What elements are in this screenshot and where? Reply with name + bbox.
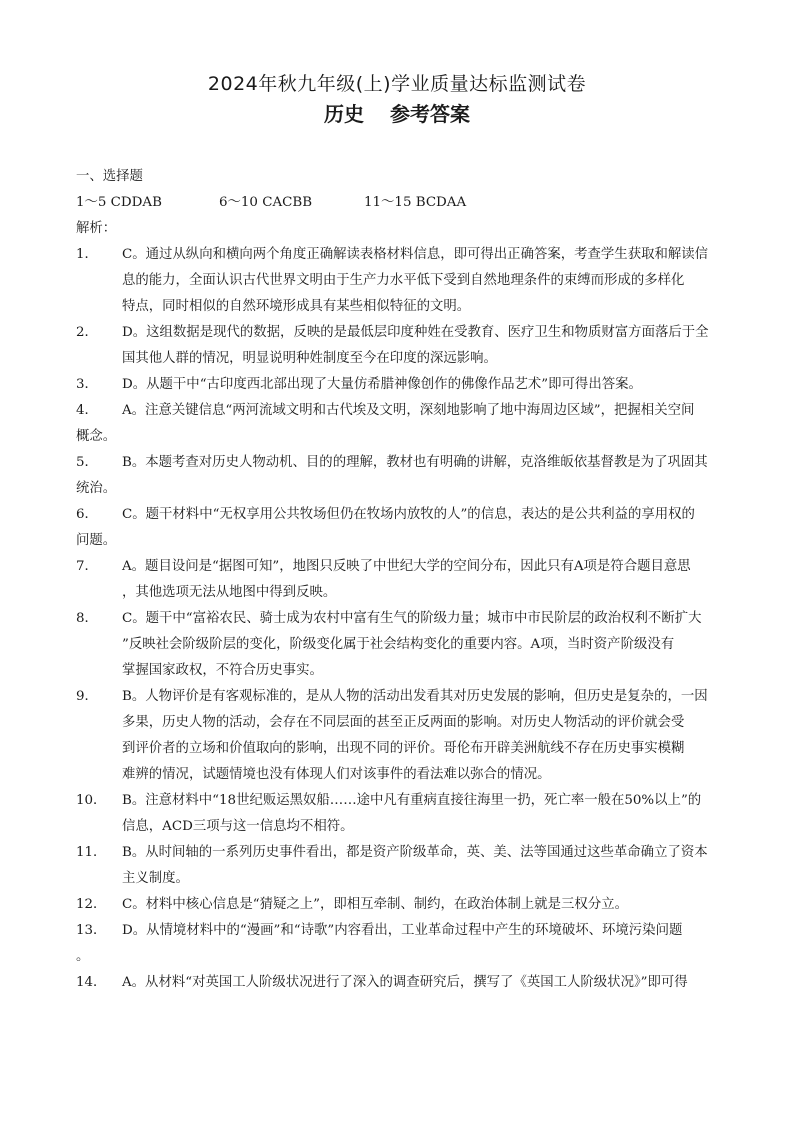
section-heading: 一、选择题 bbox=[76, 169, 143, 184]
item-text-line: B。从时间轴的一系列历史事件看出，都是资产阶级革命，英、美、法等国通过这些革命确立了资本 bbox=[122, 845, 708, 860]
item-text-line: C。通过从纵向和横向两个角度正确解读表格材料信息，即可得出正确答案，考查学生获取和解读信 bbox=[122, 247, 709, 262]
analysis-list bbox=[76, 242, 726, 996]
item-number: 10． bbox=[76, 793, 107, 808]
answer-group-1: 1～5 CDDAB bbox=[76, 195, 162, 210]
answer-label: 参考答案 bbox=[390, 102, 470, 126]
item-text-line: 特点，同时相似的自然环境形成具有某些相似特征的文明。 bbox=[122, 299, 471, 314]
item-text-tail: 问题。 bbox=[76, 533, 117, 548]
item-text-line: 主义制度。 bbox=[122, 871, 189, 886]
item-text-line: A。题目设问是“据图可知”，地图只反映了中世纪大学的空间分布，因此只有A项是符合题目意思 bbox=[122, 559, 691, 574]
item-text-line: 难辨的情况，试题情境也没有体现人们对该事件的看法难以弥合的情况。 bbox=[122, 767, 551, 782]
item-text-line: C。题干中“富裕农民、骑士成为农村中富有生气的阶级力量；城市中市民阶层的政治权利不断扩大 bbox=[122, 611, 702, 626]
item-text-line: 到评价者的立场和价值取向的影响，出现不同的评价。哥伦布开辟美洲航线不存在历史事实模糊 bbox=[122, 741, 685, 756]
item-text-line: A。注意关键信息“两河流域文明和古代埃及文明，深刻地影响了地中海周边区域”，把握相关空间 bbox=[122, 403, 695, 418]
item-text-tail: 。 bbox=[76, 949, 90, 964]
item-number: 9． bbox=[76, 689, 98, 704]
item-number: 11． bbox=[76, 845, 107, 860]
answer-key-row bbox=[76, 190, 726, 216]
analysis-item bbox=[76, 606, 726, 684]
item-number: 13． bbox=[76, 923, 107, 938]
item-text-line: 信息，ACD三项与这一信息均不相符。 bbox=[122, 819, 354, 834]
item-number: 12． bbox=[76, 897, 107, 912]
item-text-line: B。人物评价是有客观标准的，是从人物的活动出发看其对历史发展的影响，但历史是复杂的，一因 bbox=[122, 689, 708, 704]
analysis-item bbox=[76, 970, 726, 996]
item-number: 8． bbox=[76, 611, 98, 626]
analysis-item bbox=[76, 788, 726, 840]
item-text-line: D。从题干中“古印度西北部出现了大量仿希腊神像创作的佛像作品艺术”即可得出答案。 bbox=[122, 377, 642, 392]
analysis-item bbox=[76, 398, 726, 424]
analysis-item bbox=[76, 840, 726, 892]
item-text-line: B。本题考查对历史人物动机、目的的理解，教材也有明确的讲解，克洛维皈依基督教是为了巩固其 bbox=[122, 455, 708, 470]
answer-group-2: 6～10 CACBB bbox=[219, 195, 313, 210]
item-text-line: A。从材料“对英国工人阶级状况进行了深入的调查研究后，撰写了《英国工人阶级状况》”即可得 bbox=[122, 975, 688, 990]
item-number: 4． bbox=[76, 403, 98, 418]
item-text-line: D。这组数据是现代的数据，反映的是最低层印度种姓在受教育、医疗卫生和物质财富方面落后于全 bbox=[122, 325, 709, 340]
item-number: 5． bbox=[76, 455, 98, 470]
item-text-line: D。从情境材料中的“漫画”和“诗歌”内容看出，工业革命过程中产生的环境破坏、环境污染问题 bbox=[122, 923, 683, 938]
analysis-item bbox=[76, 450, 726, 476]
item-text-line: B。注意材料中“18世纪贩运黑奴船……途中凡有重病直接往海里一扔，死亡率一般在50%以上”的 bbox=[122, 793, 702, 808]
subject-label: 历史 bbox=[324, 102, 364, 126]
item-number: 3． bbox=[76, 377, 98, 392]
item-text-line: C。题干材料中“无权享用公共牧场但仍在牧场内放牧的人”的信息，表达的是公共利益的享用权的 bbox=[122, 507, 695, 522]
analysis-item bbox=[76, 892, 726, 918]
analysis-item bbox=[76, 918, 726, 944]
item-text-line: 掌握国家政权，不符合历史事实。 bbox=[122, 663, 323, 678]
item-text-line: 国其他人群的情况，明显说明种姓制度至今在印度的深远影响。 bbox=[122, 351, 497, 366]
item-text-line: ，其他选项无法从地图中得到反映。 bbox=[122, 585, 337, 600]
analysis-item bbox=[76, 242, 726, 320]
item-text-line: 息的能力，全面认识古代世界文明由于生产力水平低下受到自然地理条件的束缚而形成的多样化 bbox=[122, 273, 685, 288]
item-number: 1． bbox=[76, 247, 98, 262]
analysis-item bbox=[76, 372, 726, 398]
answer-content bbox=[76, 164, 726, 996]
exam-subtitle bbox=[0, 100, 794, 128]
item-text-tail: 概念。 bbox=[76, 429, 117, 444]
analysis-label: 解析： bbox=[76, 221, 117, 236]
item-text-line: C。材料中核心信息是“猜疑之上”，即相互牵制、制约，在政治体制上就是三权分立。 bbox=[122, 897, 628, 912]
item-number: 6． bbox=[76, 507, 98, 522]
item-number: 7． bbox=[76, 559, 98, 574]
item-number: 14． bbox=[76, 975, 107, 990]
item-text-tail: 统治。 bbox=[76, 481, 117, 496]
item-text-line: 多果，历史人物的活动，会存在不同层面的甚至正反两面的影响。对历史人物活动的评价就会受 bbox=[122, 715, 685, 730]
analysis-item bbox=[76, 502, 726, 528]
analysis-item bbox=[76, 684, 726, 788]
analysis-item bbox=[76, 554, 726, 606]
item-text-line: ”反映社会阶级阶层的变化，阶级变化属于社会结构变化的重要内容。A项，当时资产阶级没有 bbox=[122, 637, 675, 652]
item-number: 2． bbox=[76, 325, 98, 340]
exam-title: 2024年秋九年级(上)学业质量达标监测试卷 bbox=[207, 73, 587, 95]
answer-group-3: 11～15 BCDAA bbox=[364, 195, 467, 210]
analysis-item bbox=[76, 320, 726, 372]
